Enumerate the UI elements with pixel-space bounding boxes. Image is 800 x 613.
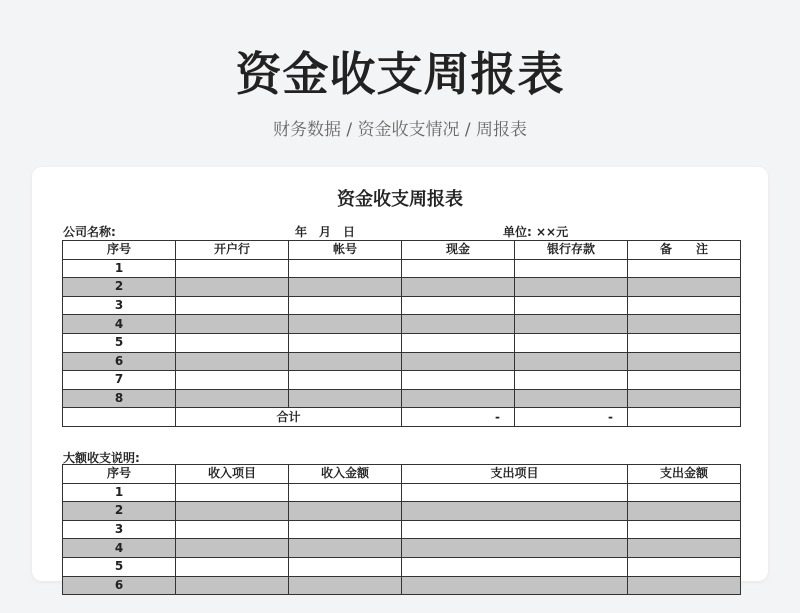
table-row bbox=[63, 352, 741, 371]
row-number: 8 bbox=[63, 389, 176, 408]
table-row bbox=[63, 296, 741, 315]
table-row bbox=[63, 389, 741, 408]
date-label: 年 月 日 bbox=[295, 225, 356, 239]
spreadsheet-preview-card bbox=[32, 167, 768, 592]
page-title: 资金收支周报表 bbox=[235, 47, 565, 101]
row-number: 3 bbox=[63, 296, 176, 315]
header-cell: 收入项目 bbox=[176, 465, 289, 484]
header-cell: 帐号 bbox=[289, 241, 402, 260]
unit-label: 单位: ××元 bbox=[503, 225, 569, 239]
table-row bbox=[63, 333, 741, 352]
row-number: 1 bbox=[63, 259, 176, 278]
row-number: 3 bbox=[63, 520, 176, 539]
table-row bbox=[63, 483, 741, 502]
table-header-row bbox=[63, 241, 741, 260]
table-header-row bbox=[63, 465, 741, 484]
row-number: 6 bbox=[63, 576, 176, 595]
row-number: 1 bbox=[63, 483, 176, 502]
total-row bbox=[63, 408, 741, 427]
company-name-label: 公司名称: bbox=[63, 225, 116, 239]
header-cell: 备 注 bbox=[628, 241, 741, 260]
table-row bbox=[63, 576, 741, 595]
row-number: 7 bbox=[63, 371, 176, 390]
total-cash: - bbox=[402, 408, 515, 427]
table-row bbox=[63, 315, 741, 334]
large-transactions-table bbox=[62, 464, 741, 595]
weekly-fund-table bbox=[62, 240, 741, 427]
total-bank: - bbox=[515, 408, 628, 427]
table-row bbox=[63, 371, 741, 390]
row-number: 6 bbox=[63, 352, 176, 371]
total-label: 合计 bbox=[176, 408, 402, 427]
header-cell: 收入金额 bbox=[289, 465, 402, 484]
header-cell: 开户行 bbox=[176, 241, 289, 260]
header-cell: 支出金额 bbox=[628, 465, 741, 484]
row-number: 5 bbox=[63, 557, 176, 576]
row-number: 2 bbox=[63, 502, 176, 521]
sheet-title: 资金收支周报表 bbox=[337, 189, 463, 210]
row-number: 5 bbox=[63, 333, 176, 352]
table-row bbox=[63, 502, 741, 521]
header-cell: 序号 bbox=[63, 465, 176, 484]
table-row bbox=[63, 520, 741, 539]
row-number: 2 bbox=[63, 278, 176, 297]
header-cell: 银行存款 bbox=[515, 241, 628, 260]
table-row bbox=[63, 539, 741, 558]
large-transactions-label: 大额收支说明: bbox=[63, 451, 140, 465]
header-cell: 序号 bbox=[63, 241, 176, 260]
header-cell: 支出项目 bbox=[402, 465, 628, 484]
table-row bbox=[63, 259, 741, 278]
table-row bbox=[63, 557, 741, 576]
row-number: 4 bbox=[63, 539, 176, 558]
row-number: 4 bbox=[63, 315, 176, 334]
table-row bbox=[63, 278, 741, 297]
header-cell: 现金 bbox=[402, 241, 515, 260]
breadcrumb: 财务数据 / 资金收支情况 / 周报表 bbox=[272, 120, 528, 140]
